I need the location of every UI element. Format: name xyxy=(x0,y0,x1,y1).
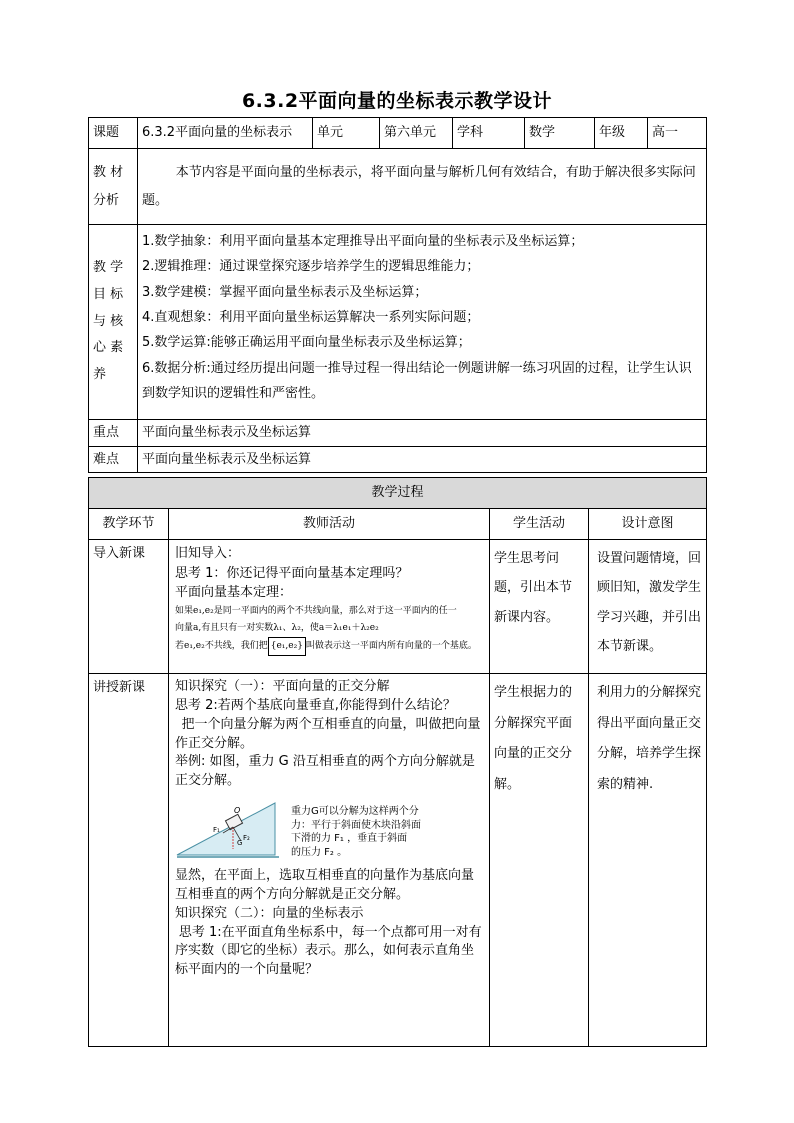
intent-intro: 设置问题情境，回顾旧知，激发学生学习兴趣，并引出本节新课。 xyxy=(589,540,707,674)
unit-label: 单元 xyxy=(313,118,380,149)
page-title: 6.3.2平面向量的坐标表示教学设计 xyxy=(241,90,553,112)
difficult-point-text: 平面向量坐标表示及坐标运算 xyxy=(138,446,707,473)
stage-intro: 导入新课 xyxy=(89,540,169,674)
material-text: 本节内容是平面向量的坐标表示，将平面向量与解析几何有效结合，有助于解决很多实际问题。 xyxy=(138,149,707,225)
theorem-block xyxy=(175,603,485,656)
goal-item: 3.数学建模：掌握平面向量坐标表示及坐标运算； xyxy=(142,284,428,300)
grade-label: 年级 xyxy=(595,118,648,149)
goal-item: 6.数据分析:通过经历提出问题一推导过程一得出结论一例题讲解一练习巩固的过程，让学生认识到数学知识的逻辑性和严密性。 xyxy=(142,360,692,402)
unit-value: 第六单元 xyxy=(380,118,453,149)
theorem-line: 叫做表示这一平面内所有向量的一个基底。 xyxy=(305,640,477,651)
basis-box: {e₁,e₂} xyxy=(268,637,306,656)
lesson-info-table xyxy=(88,117,707,473)
intent-lecture: 利用力的分解探究得出平面向量正交分解，培养学生探索的精神. xyxy=(589,674,707,1047)
goal-item: 1.数学抽象：利用平面向量基本定理推导出平面向量的坐标表示及坐标运算； xyxy=(142,234,584,249)
theorem-line: 若e₁,e₂不共线，我们把 xyxy=(175,640,268,651)
goal-item: 4.直观想象：利用平面向量坐标运算解决一系列实际问题； xyxy=(142,310,480,326)
lecture-line: 把一个向量分解为两个互相垂直的向量，叫做把向量作正交分解。 xyxy=(175,716,481,751)
teaching-process-table xyxy=(88,477,707,1047)
lecture-line: 知识探究（二）：向量的坐标表示 xyxy=(175,905,364,921)
label-f1: F₁ xyxy=(213,826,220,835)
difficult-point-label: 难点 xyxy=(89,446,138,473)
subject-label: 学科 xyxy=(453,118,525,149)
col-teacher-header: 教师活动 xyxy=(169,509,490,540)
col-intent-header: 设计意图 xyxy=(589,509,707,540)
theorem-line: 向量a,有且只有一对实数λ₁、λ₂，使a＝λ₁e₁＋λ₂e₂ xyxy=(175,622,379,633)
lecture-line: 知识探究（一）：平面向量的正交分解 xyxy=(175,679,390,694)
stage-lecture: 讲授新课 xyxy=(89,674,169,1047)
caption-line: 重力G可以分解为这样两个分 xyxy=(291,806,419,818)
label-o: O xyxy=(234,806,241,816)
incline-diagram xyxy=(175,799,285,861)
grade-value: 高一 xyxy=(648,118,707,149)
theorem-line: 如果e₁,e₂是同一平面内的两个不共线向量，那么对于这一平面内的任一 xyxy=(175,605,457,616)
intro-line: 平面向量基本定理： xyxy=(175,585,293,600)
intro-line: 旧知导入： xyxy=(175,546,241,561)
goal-item: 2.逻辑推理：通过课堂探究逐步培养学生的逻辑思维能力； xyxy=(142,259,480,275)
student-intro: 学生思考问题，引出本节新课内容。 xyxy=(490,540,589,674)
col-student-header: 学生活动 xyxy=(490,509,589,540)
key-point-text: 平面向量坐标表示及坐标运算 xyxy=(138,420,707,447)
goal-item: 5.数学运算:能够正确运用平面向量坐标表示及坐标运算； xyxy=(142,335,471,351)
figure-caption xyxy=(291,805,421,859)
gravity-figure xyxy=(175,799,485,861)
caption-line: 的压力 F₂ 。 xyxy=(291,846,348,858)
label-g: G xyxy=(237,839,243,848)
lecture-line: 举例: 如图，重力 G 沿互相垂直的两个方向分解就是正交分解。 xyxy=(175,754,475,789)
student-lecture: 学生根据力的分解探究平面向量的正交分解。 xyxy=(490,674,589,1047)
topic-value: 6.3.2平面向量的坐标表示 xyxy=(138,118,313,149)
caption-line: 下滑的力 F₁ ，垂直于斜面 xyxy=(291,833,408,845)
process-title: 教学过程 xyxy=(89,478,707,509)
lecture-line: 显然，在平面上，选取互相垂直的向量作为基底向量互相垂直的两个方向分解就是正交分解。 xyxy=(175,868,475,902)
intro-line: 思考 1：你还记得平面向量基本定理吗？ xyxy=(175,565,409,581)
subject-value: 数学 xyxy=(525,118,595,149)
col-stage-header: 教学环节 xyxy=(89,509,169,540)
label-f2: F₂ xyxy=(243,834,250,843)
key-point-label: 重点 xyxy=(89,420,138,447)
material-label: 教 材 分析 xyxy=(89,149,138,225)
caption-line: 力：平行于斜面使木块沿斜面 xyxy=(291,819,421,831)
topic-label: 课题 xyxy=(89,118,138,149)
lecture-line: 思考 2:若两个基底向量垂直,你能得到什么结论？ xyxy=(175,697,456,713)
lecture-line: 思考 1:在平面直角坐标系中，每一个点都可用一对有序实数（即它的坐标）表示。那么，如何表示直角坐标平面内的一个向量呢？ xyxy=(175,924,482,978)
goals-label: 教 学 目 标 与 核 心 素 养 xyxy=(89,225,138,420)
